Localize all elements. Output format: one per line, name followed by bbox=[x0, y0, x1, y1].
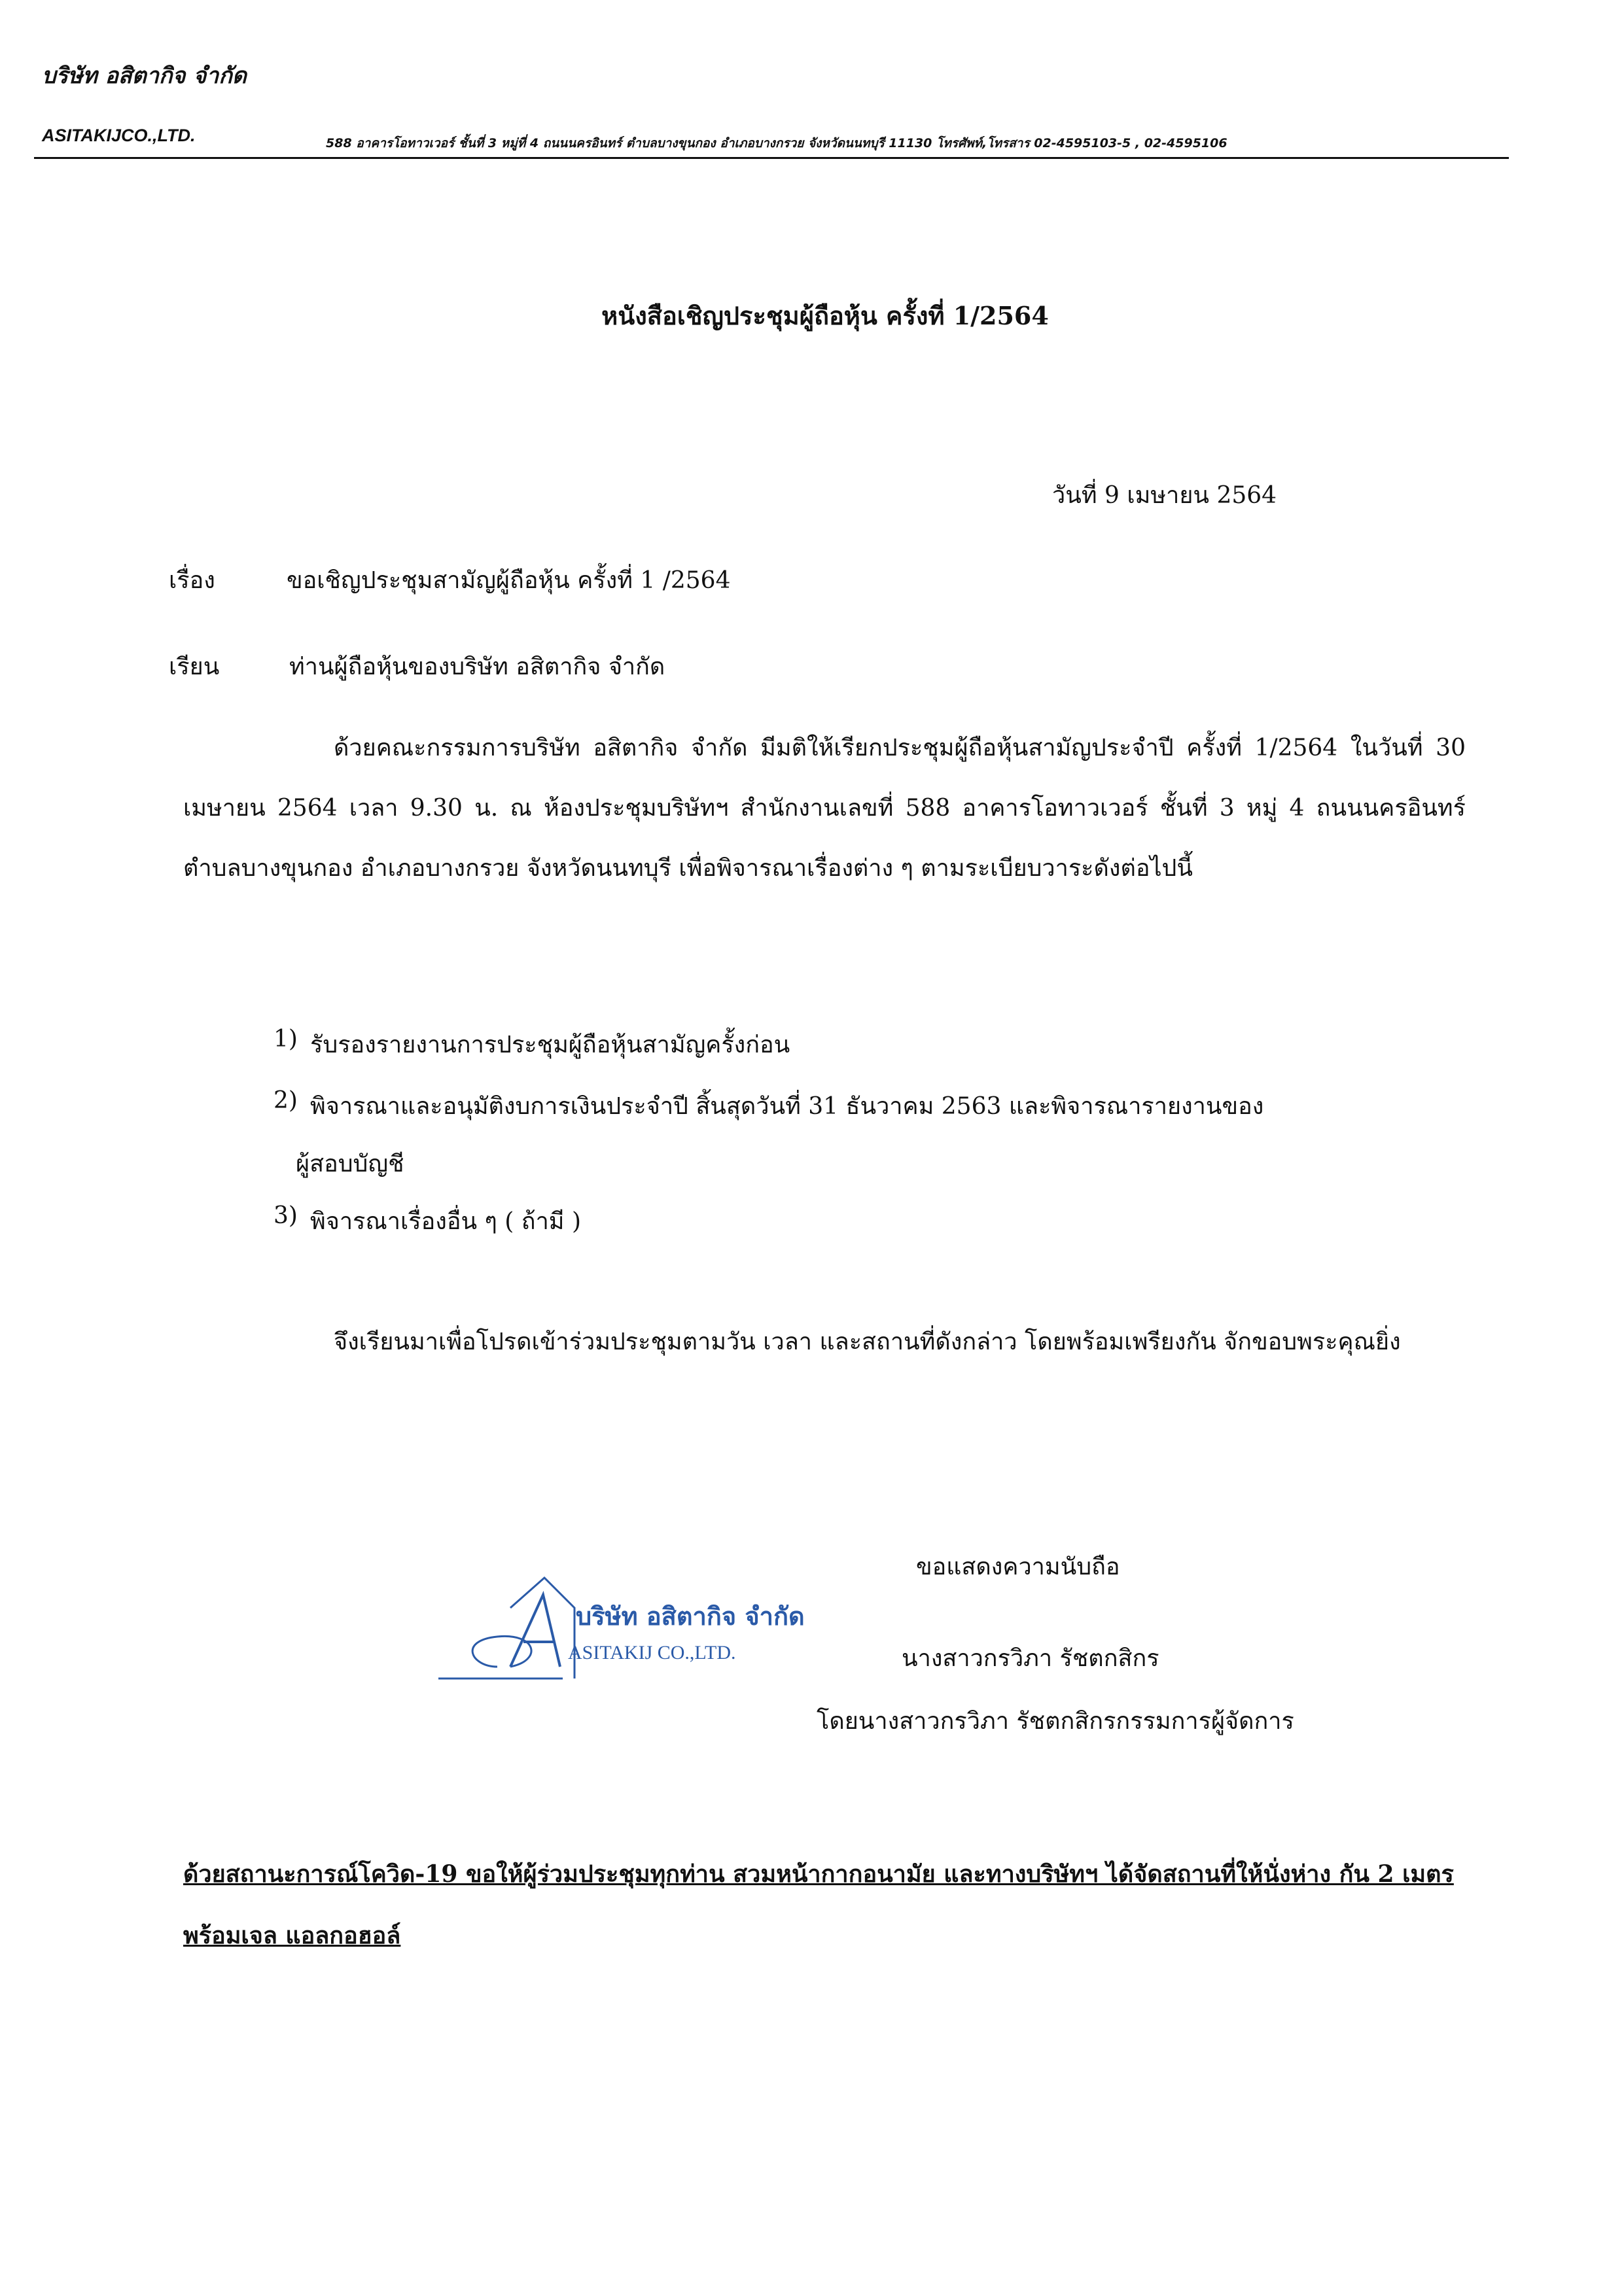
signer-name: นางสาวกรวิภา รัชตกสิกร bbox=[902, 1645, 1159, 1672]
covid-notice: ด้วยสถานะการณ์โควิด-19 ขอให้ผู้ร่วมประชุมทุกท่าน สวมหน้ากากอนามัย และทางบริษัทฯ ได้จัดสถานที่ให้นั่งห่าง กัน 2 เมตร พร้อมเจล แอลกอฮอล์ bbox=[183, 1860, 1454, 1949]
recipient-text: ท่านผู้ถือหุ้นของบริษัท อสิตากิจ จำกัด bbox=[289, 653, 665, 680]
agenda-item-3-text: พิจารณาเรื่องอื่น ๆ ( ถ้ามี ) bbox=[310, 1208, 581, 1235]
agenda-item-1-text: รับรองรายงานการประชุมผู้ถือหุ้นสามัญครั้งก่อน bbox=[310, 1032, 790, 1058]
letterhead-address: 588 อาคารโอทาวเวอร์ ชั้นที่ 3 หมู่ที่ 4 ถนนนครอินทร์ ตำบลบางขุนกอง อำเภอบางกรวย จังหวัดนนทบุรี 11130 โทรศัพท์,โทรสาร 02-4595103-5 , 02-4595106 bbox=[326, 136, 1227, 150]
document-title: หนังสือเชิญประชุมผู้ถือหุ้น ครั้งที่ 1/2564 bbox=[601, 301, 1049, 330]
letterhead-company-th: บริษัท อสิตากิจ จำกัด bbox=[42, 63, 247, 89]
agenda-item-1-number: 1) bbox=[274, 1026, 298, 1052]
letterhead-divider bbox=[34, 157, 1509, 159]
subject-text: ขอเชิญประชุมสามัญผู้ถือหุ้น ครั้งที่ 1 /2564 bbox=[287, 567, 731, 594]
signer-role: โดยนางสาวกรวิภา รัชตกสิกรกรรมการผู้จัดการ bbox=[817, 1708, 1294, 1735]
agenda-item-2-text: พิจารณาและอนุมัติงบการเงินประจำปี สิ้นสุดวันที่ 31 ธันวาคม 2563 และพิจารณารายงานของ bbox=[310, 1093, 1264, 1120]
stamp-text-th: บริษัท อสิตากิจ จำกัด bbox=[576, 1602, 805, 1631]
letterhead-company-en: ASITAKIJCO.,LTD. bbox=[42, 126, 196, 145]
agenda-item-2-number: 2) bbox=[274, 1087, 298, 1114]
recipient-label: เรียน bbox=[169, 653, 220, 680]
sign-off: ขอแสดงความนับถือ bbox=[916, 1554, 1120, 1580]
agenda-item-3-number: 3) bbox=[274, 1202, 298, 1229]
body-paragraph: ด้วยคณะกรรมการบริษัท อสิตากิจ จำกัด มีมติให้เรียกประชุมผู้ถือหุ้นสามัญประจำปี ครั้งที่ 1/2564 ในวันที่ 30 เมษายน 2564 เวลา 9.30 น. ณ ห้องประชุมบริษัทฯ สำนักงานเลขที่ 588 อาคารโอทาวเวอร์ ชั้นที่ 3 หมู่ 4 ถนนนครอินทร์ ตำบลบางขุนกอง อำเภอบางกรวย จังหวัดนนทบุรี เพื่อพิจารณาเรื่องต่าง ๆ ตามระเบียบวาระดังต่อไปนี้ bbox=[183, 735, 1466, 882]
subject-label: เรื่อง bbox=[169, 567, 215, 594]
agenda-item-2-text-cont: ผู้สอบบัญชี bbox=[296, 1151, 404, 1177]
stamp-text-en: ASITAKIJ CO.,LTD. bbox=[568, 1642, 736, 1663]
letter-date: วันที่ 9 เมษายน 2564 bbox=[1052, 482, 1277, 509]
closing-paragraph: จึงเรียนมาเพื่อโปรดเข้าร่วมประชุมตามวัน เวลา และสถานที่ดังกล่าว โดยพร้อมเพรียงกัน จักขอบพระคุณยิ่ง bbox=[334, 1329, 1401, 1355]
